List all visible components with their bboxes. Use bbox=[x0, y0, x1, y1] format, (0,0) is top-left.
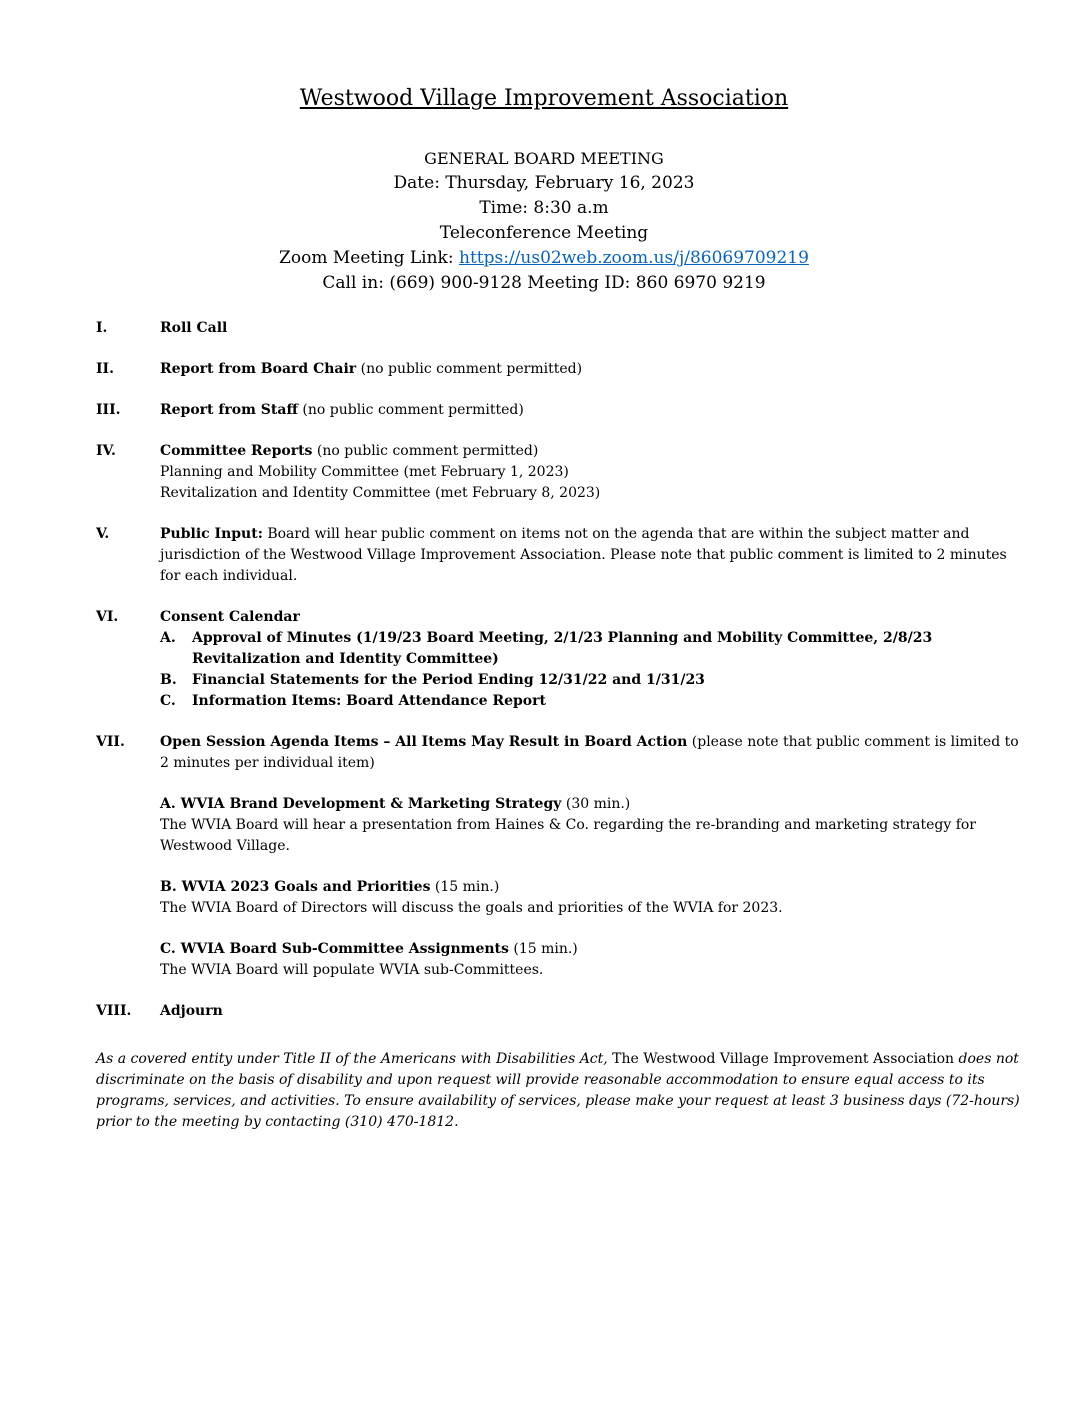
item-text: Board will hear public comment on items not on the agenda that are within the subject matter and jurisdiction of the Westwood Village Improvement Association. Please note that public comment is limited to 2 minutes for each individual. bbox=[160, 526, 1007, 584]
agenda-item-staff bbox=[96, 400, 1026, 421]
item-note: (please note that public comment is limited to 2 minutes per individual item) bbox=[160, 734, 1019, 771]
consent-item-a bbox=[160, 628, 1026, 670]
sub-duration: (15 min.) bbox=[430, 879, 500, 895]
zoom-line bbox=[0, 246, 1088, 271]
call-in-info: Call in: (669) 900-9128 Meeting ID: 860 6970 9219 bbox=[322, 273, 766, 293]
item-title: Consent Calendar bbox=[160, 609, 300, 625]
meeting-format: Teleconference Meeting bbox=[439, 223, 649, 243]
agenda-item-board-chair bbox=[96, 359, 1026, 380]
sub-title: C. WVIA Board Sub-Committee Assignments bbox=[160, 941, 509, 957]
agenda-item-open-session bbox=[96, 732, 1026, 981]
item-title: Adjourn bbox=[160, 1003, 223, 1019]
meeting-header bbox=[0, 146, 1088, 296]
item-number: I. bbox=[96, 320, 108, 336]
sub-duration: (30 min.) bbox=[561, 796, 631, 812]
ada-notice-intro: As a covered entity under Title II of the Americans with Disabilities Act, bbox=[96, 1051, 608, 1067]
committee-report-revitalization: Revitalization and Identity Committee (met February 8, 2023) bbox=[160, 485, 601, 501]
item-note: (no public comment permitted) bbox=[312, 443, 539, 459]
sub-description: The WVIA Board will hear a presentation from Haines & Co. regarding the re-branding and marketing strategy for Westwood Village. bbox=[160, 817, 976, 854]
item-number: II. bbox=[96, 361, 114, 377]
item-title: Committee Reports bbox=[160, 443, 313, 459]
sub-description: The WVIA Board will populate WVIA sub-Committees. bbox=[160, 962, 544, 978]
sub-text: Approval of Minutes (1/19/23 Board Meeting, 2/1/23 Planning and Mobility Committee, 2/8/23 Revitalization and Identity Committee) bbox=[192, 630, 933, 667]
committee-report-planning: Planning and Mobility Committee (met February 1, 2023) bbox=[160, 464, 569, 480]
ada-notice bbox=[96, 1049, 1026, 1133]
sub-text: Information Items: Board Attendance Report bbox=[192, 693, 546, 709]
sub-title: B. WVIA 2023 Goals and Priorities bbox=[160, 879, 431, 895]
item-number: III. bbox=[96, 402, 121, 418]
item-note: (no public comment permitted) bbox=[297, 402, 524, 418]
sub-title: A. WVIA Brand Development & Marketing Strategy bbox=[160, 796, 562, 812]
meeting-time: Time: 8:30 a.m bbox=[479, 198, 609, 218]
sub-letter: C. bbox=[160, 693, 176, 709]
meeting-type: GENERAL BOARD MEETING bbox=[424, 149, 664, 168]
item-title: Roll Call bbox=[160, 320, 228, 336]
item-number: VII. bbox=[96, 734, 125, 750]
consent-item-b bbox=[160, 670, 1026, 691]
item-number: VIII. bbox=[96, 1003, 132, 1019]
sub-letter: A. bbox=[160, 630, 176, 646]
open-session-item-c bbox=[160, 939, 1026, 981]
item-number: V. bbox=[96, 526, 110, 542]
zoom-meeting-link[interactable]: https://us02web.zoom.us/j/86069709219 bbox=[459, 248, 809, 268]
item-number: IV. bbox=[96, 443, 116, 459]
ada-notice-org: The Westwood Village Improvement Association bbox=[607, 1051, 959, 1067]
sub-duration: (15 min.) bbox=[508, 941, 578, 957]
agenda-item-committee-reports bbox=[96, 441, 1026, 504]
zoom-label: Zoom Meeting Link: bbox=[279, 248, 459, 268]
agenda-item-roll-call bbox=[96, 318, 1026, 339]
open-session-item-b bbox=[160, 877, 1026, 919]
item-title: Public Input: bbox=[160, 526, 263, 542]
item-number: VI. bbox=[96, 609, 119, 625]
agenda-item-adjourn bbox=[96, 1001, 1026, 1022]
page-title: Westwood Village Improvement Association bbox=[299, 86, 789, 111]
item-title: Open Session Agenda Items – All Items May Result in Board Action bbox=[160, 734, 688, 750]
agenda-item-public-input bbox=[96, 524, 1026, 587]
item-note: (no public comment permitted) bbox=[356, 361, 583, 377]
consent-item-c bbox=[160, 691, 1026, 712]
sub-letter: B. bbox=[160, 672, 177, 688]
item-title: Report from Staff bbox=[160, 402, 298, 418]
agenda-list bbox=[96, 318, 1026, 1042]
agenda-item-consent-calendar bbox=[96, 607, 1026, 712]
sub-text: Financial Statements for the Period Ending 12/31/22 and 1/31/23 bbox=[192, 672, 705, 688]
ada-notice-body: does not discriminate on the basis of disability and upon request will provide reasonable accommodation to ensure equal access to its programs, services, and activities. To ensure availability of services, please make your request at least 3 business days (72-hours) prior to the meeting by contacting (310) 470-1812. bbox=[96, 1051, 1020, 1130]
sub-description: The WVIA Board of Directors will discuss the goals and priorities of the WVIA for 2023. bbox=[160, 900, 783, 916]
item-title: Report from Board Chair bbox=[160, 361, 357, 377]
open-session-item-a bbox=[160, 794, 1026, 857]
meeting-date: Date: Thursday, February 16, 2023 bbox=[393, 173, 695, 193]
